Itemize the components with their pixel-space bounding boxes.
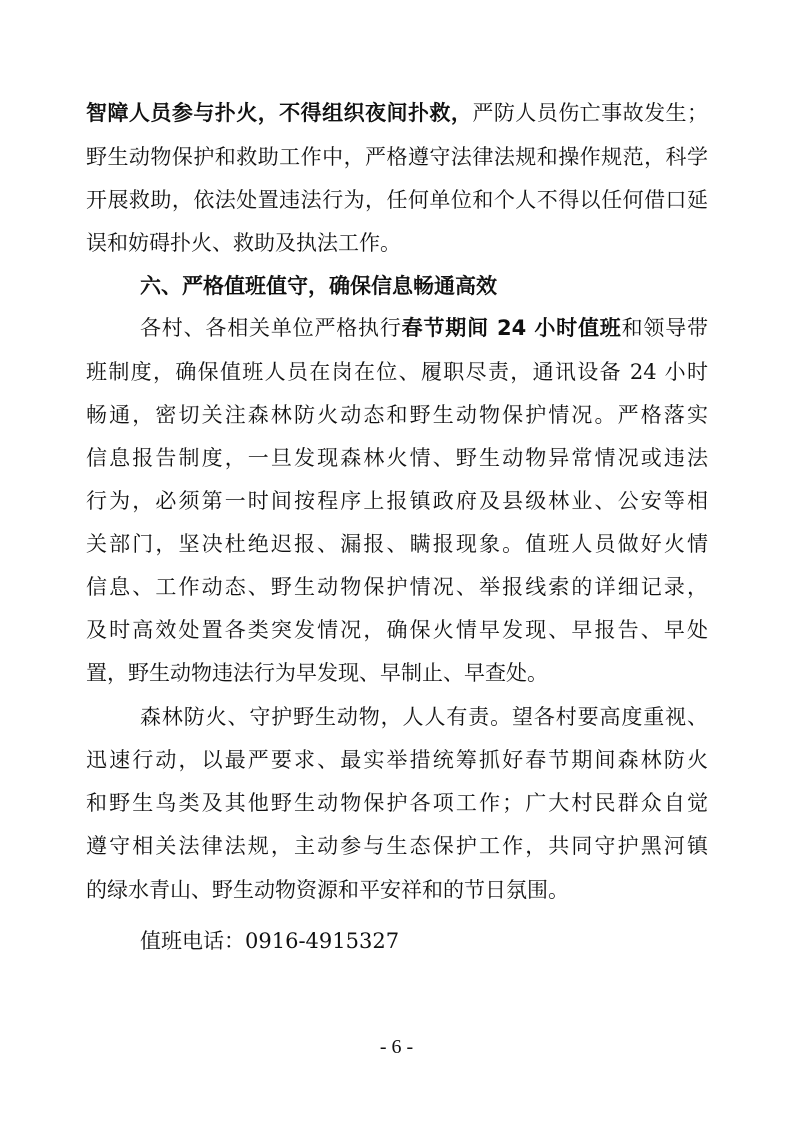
body-text: 各村、各相关单位严格执行 [140,316,402,340]
body-text: 置，野生动物违法行为早发现、早制止、早查处。 [86,661,548,685]
body-text: 严防人员伤亡事故发生； [472,101,709,125]
text-line [86,142,708,172]
text-line [140,313,708,343]
text-line [86,615,708,645]
body-text: 及时高效处置各类突发情况，确保火情早发现、早报告、早处 [86,618,708,642]
body-text: 迅速行动，以最严要求、最实举措统筹抓好春节期间森林防火 [86,748,708,772]
text-line [86,98,708,128]
body-text: 信息、工作动态、野生动物保护情况、举报线索的详细记录， [86,575,708,599]
body-text: 班制度，确保值班人员在岗在位、履职尽责，通讯设备 24 小时 [86,360,708,384]
text-line [86,875,708,905]
body-text: 值班电话：0916-4915327 [140,929,400,953]
body-text: 开展救助，依法处置违法行为，任何单位和个人不得以任何借口延 [86,188,708,212]
bold-text: 春节期间 24 小时值班 [401,316,622,340]
text-line [86,529,708,559]
body-text: 和野生鸟类及其他野生动物保护各项工作；广大村民群众自觉 [86,791,708,815]
body-text: 关部门，坚决杜绝迟报、漏报、瞒报现象。值班人员做好火情 [86,532,708,556]
body-text: 畅通，密切关注森林防火动态和野生动物保护情况。严格落实 [86,403,708,427]
text-line [86,486,708,516]
body-text: 误和妨碍扑火、救助及执法工作。 [86,231,401,255]
text-line [86,443,708,473]
text-line [86,788,708,818]
bold-text: 六、严格值班值守，确保信息畅通高效 [140,274,497,298]
bold-text: 智障人员参与扑火，不得组织夜间扑救， [86,101,473,125]
text-line [86,357,708,387]
body-text: 信息报告制度，一旦发现森林火情、野生动物异常情况或违法 [86,446,708,470]
text-line [86,228,708,258]
text-line [86,572,708,602]
body-text: 的绿水青山、野生动物资源和平安祥和的节日氛围。 [86,878,569,902]
page-number: - 6 - [379,1036,414,1058]
text-line [86,658,708,688]
section-heading [140,271,708,301]
text-line [140,702,708,732]
body-text: 遵守相关法律法规，主动参与生态保护工作，共同守护黑河镇 [86,834,708,858]
body-text: 和领导带 [621,316,708,340]
text-line [86,831,708,861]
body-text: 野生动物保护和救助工作中，严格遵守法律法规和操作规范，科学 [86,145,708,169]
text-line [86,745,708,775]
text-line [86,185,708,215]
body-text: 行为，必须第一时间按程序上报镇政府及县级林业、公安等相 [86,489,708,513]
text-line [86,400,708,430]
body-text: 森林防火、守护野生动物，人人有责。望各村要高度重视、 [140,705,708,729]
duty-phone-line [140,926,708,956]
